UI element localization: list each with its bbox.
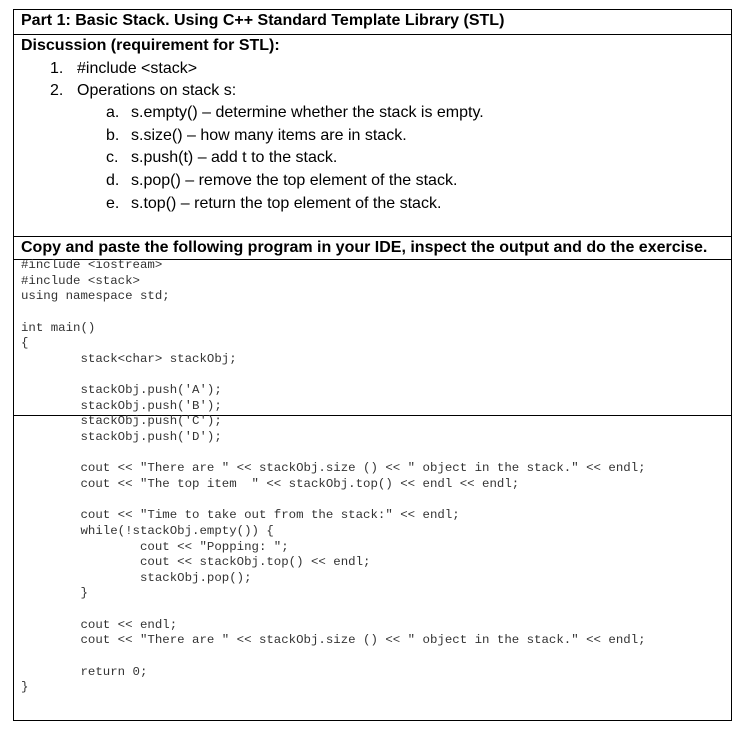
program-heading: Copy and paste the following program in your IDE, inspect the output and do the exercise. [21, 239, 708, 256]
part-title: Part 1: Basic Stack. Using C++ Standard Template Library (STL) [21, 12, 505, 29]
code-line: cout << endl; [21, 617, 178, 632]
code-line: stackObj.push('A'); [21, 383, 222, 398]
code-line: cout << "Popping: "; [21, 539, 289, 554]
code-line: { [21, 336, 29, 351]
code-line: stackObj.push('B'); [21, 398, 222, 413]
code-line: stackObj.pop(); [21, 570, 252, 585]
code-line: cout << "There are " << stackObj.size () << " object in the stack." << endl; [21, 461, 646, 476]
operation-empty: s.empty() – determine whether the stack is empty. [131, 104, 484, 121]
code-line: cout << "There are " << stackObj.size () << " object in the stack." << endl; [21, 633, 646, 648]
code-line: #include <stack> [21, 273, 140, 288]
code-line: } [21, 680, 29, 695]
list-item-operations: Operations on stack s: [77, 82, 237, 99]
code-line: stackObj.push('D'); [21, 430, 222, 445]
code-line [21, 602, 646, 618]
code-line: cout << "Time to take out from the stack:" << endl; [21, 508, 460, 523]
sub-list-marker: b. [106, 127, 120, 144]
operation-pop: s.pop() – remove the top element of the stack. [131, 172, 458, 189]
sub-list-marker: a. [106, 104, 120, 121]
operation-top: s.top() – return the top element of the stack. [131, 195, 442, 212]
list-marker: 2. [50, 82, 64, 99]
code-line: using namespace std; [21, 289, 170, 304]
code-line [21, 493, 646, 509]
code-line [21, 305, 646, 321]
sub-list-marker: c. [106, 149, 119, 166]
list-marker: 1. [50, 60, 64, 77]
discussion-heading: Discussion (requirement for STL): [21, 37, 280, 54]
code-line: int main() [21, 320, 96, 335]
code-line: #include <iostream> [21, 258, 163, 272]
code-line: cout << stackObj.top() << endl; [21, 555, 371, 570]
code-line [21, 649, 646, 665]
code-line: while(!stackObj.empty()) { [21, 523, 274, 538]
operation-size: s.size() – how many items are in stack. [131, 127, 407, 144]
code-line [21, 367, 646, 383]
code-line: return 0; [21, 664, 148, 679]
code-listing [21, 258, 646, 696]
code-line: } [21, 586, 88, 601]
code-line: stack<char> stackObj; [21, 351, 237, 366]
operation-push: s.push(t) – add t to the stack. [131, 149, 338, 166]
sub-list-marker: e. [106, 195, 120, 212]
code-line: stackObj.push('C'); [21, 414, 222, 429]
sub-list-marker: d. [106, 172, 120, 189]
code-line [21, 446, 646, 462]
code-line: cout << "The top item " << stackObj.top() << endl << endl; [21, 476, 520, 491]
list-item-include: #include <stack> [77, 60, 198, 77]
